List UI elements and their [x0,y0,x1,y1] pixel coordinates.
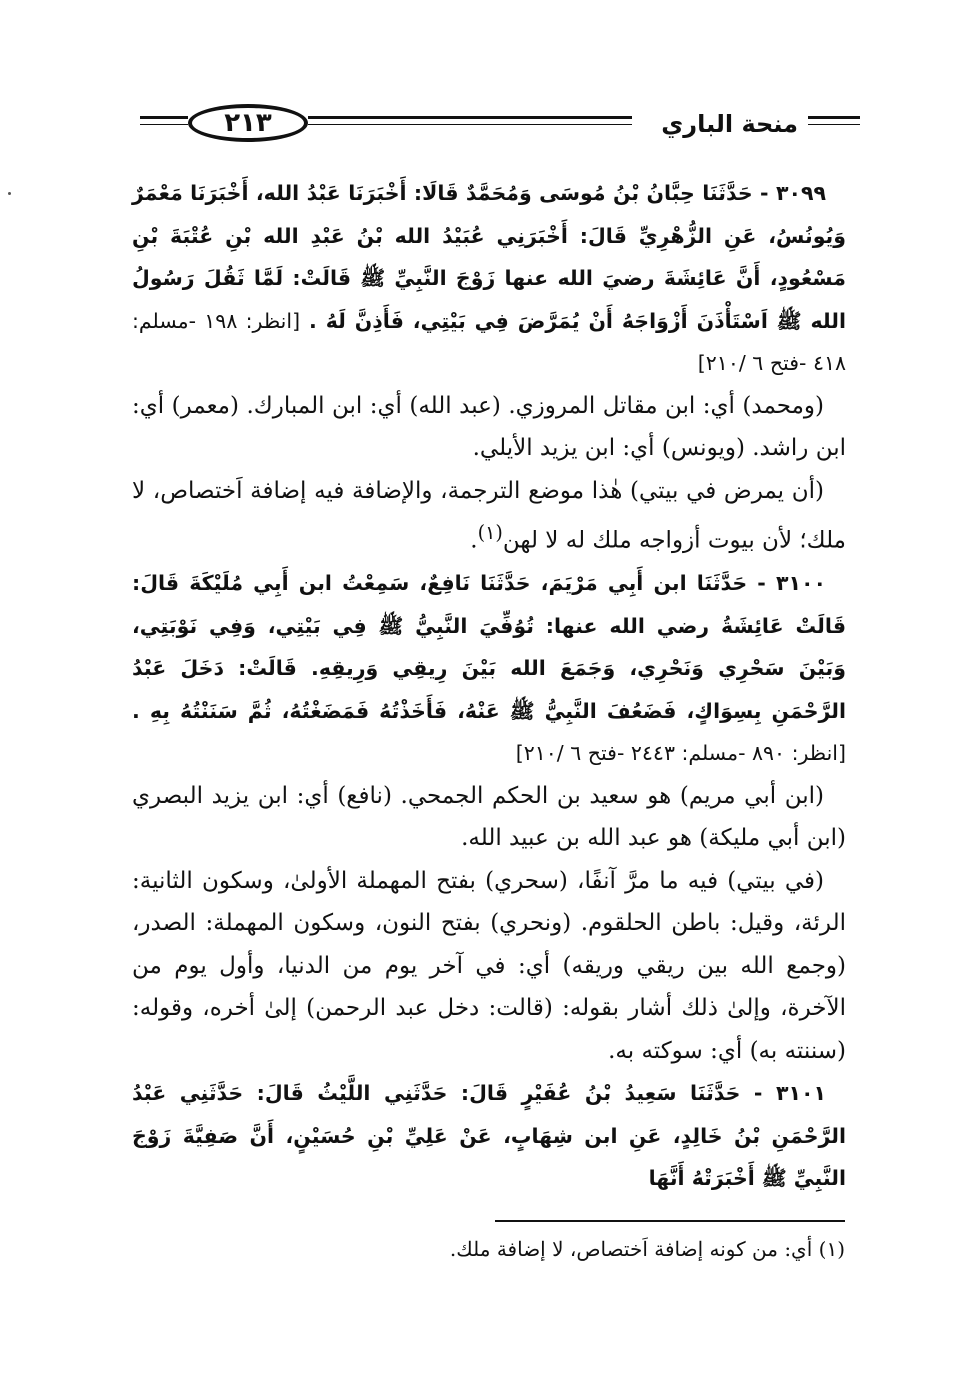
commentary-words-3100: (في بيتي) فيه ما مرَّ آنفًا، (سحري) بفتح المهملة الأولىٰ، وسكون الثانية: الرئة، وقيل: باطن الحلقوم. (ونحري) بفتح النون، وسكون المهملة: الصدر، (وجمع الله بين ريقي وريقه) أي: في آخر يوم من الدنيا، وأول يوم من الآخرة، وإلىٰ ذلك أشار بقوله: (قالت: دخل عبد الرحمن) إلىٰ أخره، وقوله: (سننته به) أي: سوكته به. [132,867,846,1064]
header-rule-right-top [808,116,860,119]
scan-speck [8,192,11,195]
header-rule-left-bottom [140,124,188,125]
hadith-3099-text: ٣٠٩٩ - حَدَّثَنَا حِبَّانُ بْنُ مُوسَى وَمُحَمَّدٌ قَالَا: أَخْبَرَنَا عَبْدُ الله، أَخْبَرَنَا مَعْمَرٌ وَيُونُسُ، عَنِ الزُّهْرِيِّ قَالَ: أَخْبَرَنِي عُبَيْدُ الله بْنُ عَبْدِ الله بْنِ عُتْبَةَ بْنِ مَسْعُودٍ، أَنَّ عَائِشَةَ رضيَ الله عنها زَوْجَ النَّبِيِّ ﷺ قَالَتْ: لَمَّا ثَقُلَ رَسُولُ الله ﷺ اَسْتَأْذَنَ أَزْوَاجَهُ أَنْ يُمَرَّضَ فِي بَيْتِي، فَأَذِنَّ لَهُ . [132,181,846,333]
hadith-3100-text: ٣١٠٠ - حَدَّثَنَا ابن أَبِي مَرْيَمَ، حَدَّثَنَا نَافِعٌ، سَمِعْتُ ابن أَبِي مُلَيْكَةَ قَالَ: قَالَتْ عَائِشَةُ رضي الله عنها: تُوُفِّيَ النَّبِيُّ ﷺ فِي بَيْتِي، وَفِي نَوْبَتِي، وَبَيْنَ سَحْرِي وَنَحْرِي، وَجَمَعَ الله بَيْنَ رِيقِي وَرِيقِهِ. قَالَتْ: دَخَلَ عَبْدُ الرَّحْمَنِ بِسِوَاكٍ، فَضَعُفَ النَّبِيُّ ﷺ عَنْهُ، فَأَخَذْتُهُ فَمَضَغْتُهُ، ثُمَّ سَنَنْتُهُ بِهِ . [132,571,846,723]
page-number: ٢١٣ [188,104,308,142]
commentary-narrators-3099: (ومحمد) أي: ابن مقاتل المروزي. (عبد الله) أي: ابن المبارك. (معمر) أي: ابن راشد. (ويونس) أي: ابن يزيد الأيلي. [132,392,846,461]
commentary-narrators-3100: (ابن أبي مريم) هو سعيد بن الحكم الجمحي. (نافع) أي: ابن يزيد البصري (ابن أبي مليكة) هو عبد الله بن عبيد الله. [132,782,846,852]
commentary-title-3099-text: (أن يمرض في بيتي) هٰذا موضع الترجمة، والإضافة فيه إضافة اَختصاص، لا ملك؛ لأن بيوت أزواجه ملك له لا لهن [132,477,846,554]
hadith-3100-reference: [انظر: ٨٩٠ -مسلم: ٢٤٤٣ -فتح ٦ /٢١٠] [515,741,846,766]
hadith-3099 [132,172,846,385]
header-rule-middle-bottom [308,124,632,125]
commentary-title-3099: (أن يمرض في بيتي) هٰذا موضع الترجمة، والإضافة فيه إضافة اَختصاص، لا ملك؛ لأن بيوت أزواجه ملك له لا لهن$^{(١)}$. [132,477,846,554]
running-title: منحة الباري [661,110,798,138]
page-header [140,96,860,156]
footnote-1: (١) أي: من كونه إضافة اَختصاص، لا إضافة ملك. [449,1237,845,1261]
header-rule-left-top [140,116,188,119]
hadith-3099-reference: [انظر: ١٩٨ -مسلم: ٤١٨ -فتح ٦ /٢١٠] [132,308,846,375]
hadith-3101 [132,1072,846,1200]
hadith-3100 [132,562,846,775]
page-body [132,172,846,1200]
header-rule-right-bottom [808,124,860,125]
header-rule-middle-top [308,116,632,119]
hadith-3101-text: ٣١٠١ - حَدَّثَنَا سَعِيدُ بْنُ عُفَيْرٍ قَالَ: حَدَّثَنِي اللَّيْثُ قَالَ: حَدَّثَنِي عَبْدُ الرَّحْمَنِ بْنُ خَالِدٍ، عَنِ ابن شِهَابٍ، عَنْ عَلِيِّ بْنِ حُسَيْنٍ، أَنَّ صَفِيَّةَ زَوْجَ النَّبِيِّ ﷺ أَخْبَرَتْهُ أَنَّهَا [132,1081,846,1191]
footnote-marker: (١) [477,521,503,544]
footnote-separator [495,1220,845,1222]
